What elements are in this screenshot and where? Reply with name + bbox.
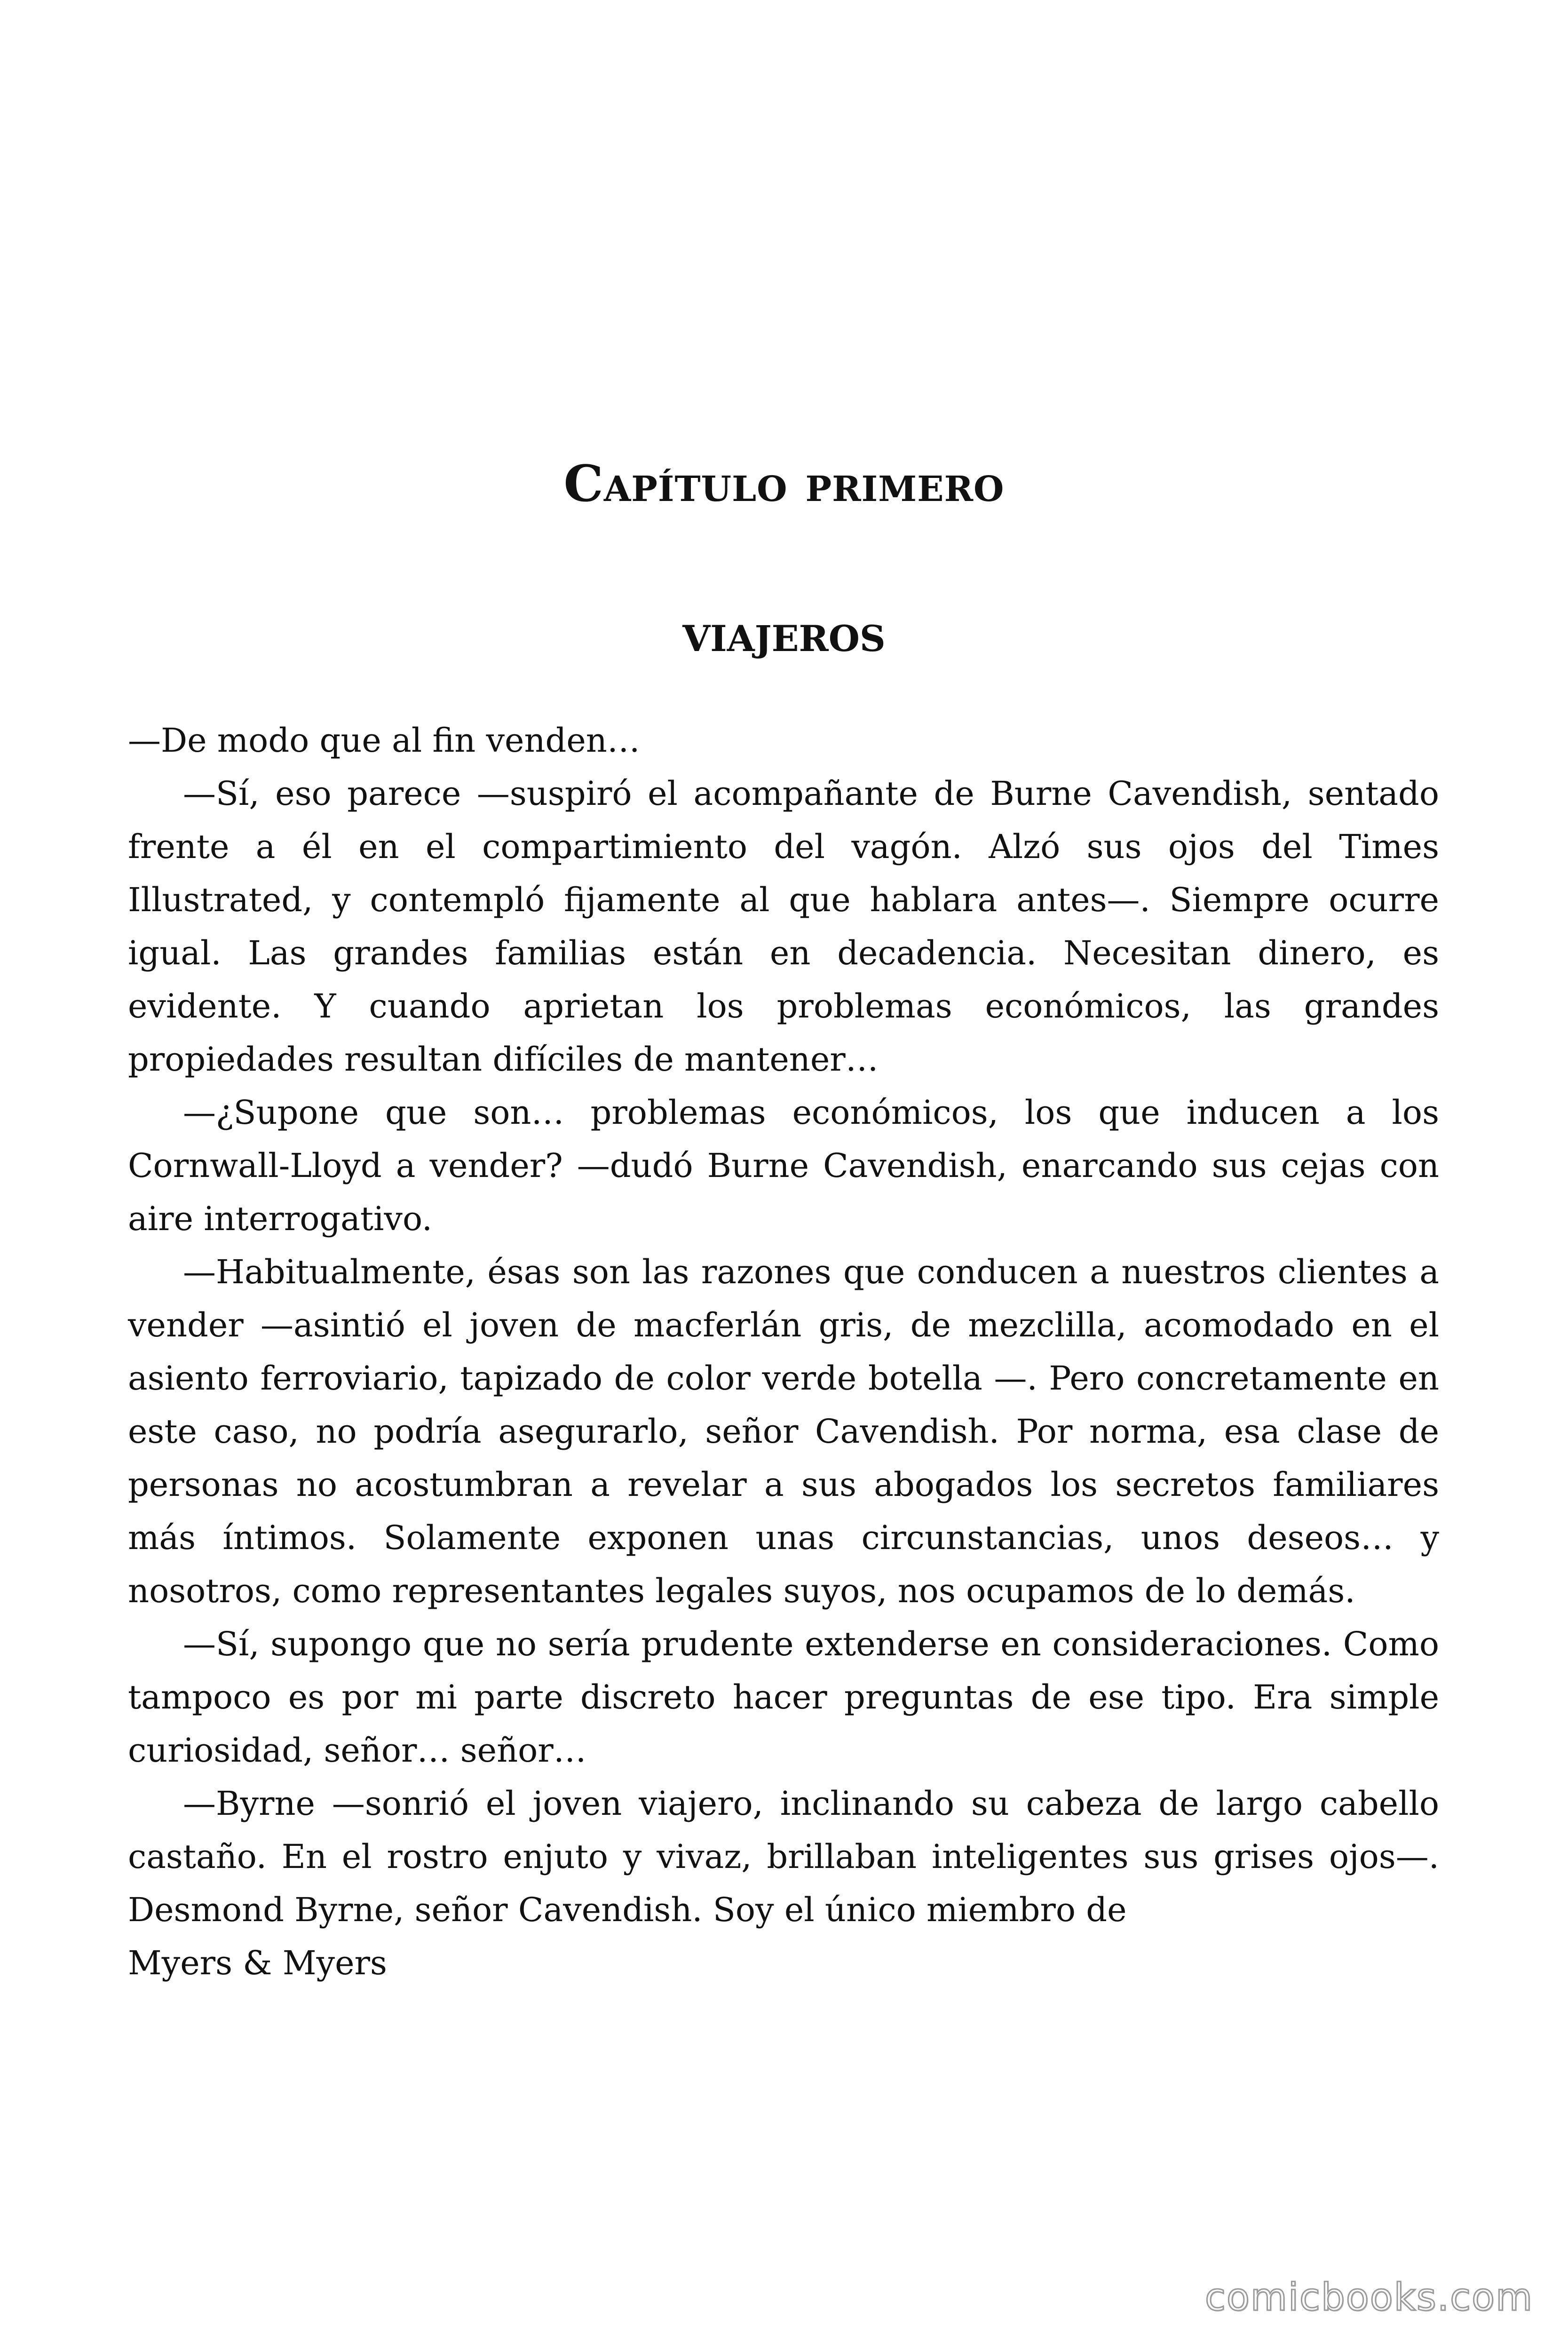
body-text bbox=[128, 714, 1439, 1990]
paragraph: —Sí, eso parece —suspiró el acompañante de Burne Cavendish, sentado frente a él en el compartimiento del vagón. Alzó sus ojos del Times Illustrated, y contempló fijamente al que hablara antes—. Siempre ocurre igual. Las grandes familias están en decadencia. Necesitan dinero, es evidente. Y cuando aprietan los problemas económicos, las grandes propiedades resultan difíciles de mantener… bbox=[128, 774, 1439, 1079]
paragraph: Myers & Myers bbox=[128, 1944, 387, 1982]
paragraph: —Byrne —sonrió el joven viajero, inclinando su cabeza de largo cabello castaño. En el rostro enjuto y vivaz, brillaban inteligentes sus grises ojos—. Desmond Byrne, señor Cavendish. Soy el único miembro de bbox=[128, 1784, 1439, 1929]
paragraph: —¿Supone que son… problemas económicos, los que inducen a los Cornwall-Lloyd a vender? —dudó Burne Cavendish, enarcando sus cejas con aire interrogativo. bbox=[128, 1093, 1439, 1238]
paragraph: —Habitualmente, ésas son las razones que conducen a nuestros clientes a vender —asintió el joven de macferlán gris, de mezclilla, acomodado en el asiento ferroviario, tapizado de color verde botella —. Pero concretamente en este caso, no podría asegurarlo, señor Cavendish. Por norma, esa clase de personas no acostumbran a revelar a sus abogados los secretos familiares más íntimos. Solamente exponen unas circunstancias, unos deseos… y nosotros, como representantes legales suyos, nos ocupamos de lo demás. bbox=[128, 1253, 1439, 1610]
paragraph: —De modo que al fin venden… bbox=[128, 721, 640, 760]
section-title: VIAJEROS bbox=[682, 618, 886, 660]
paragraph: —Sí, supongo que no sería prudente extenderse en consideraciones. Como tampoco es por mi parte discreto hacer preguntas de ese tipo. Era simple curiosidad, señor… señor… bbox=[128, 1625, 1439, 1770]
chapter-title: Capítulo primero bbox=[563, 454, 1005, 513]
watermark: comicbooks.com bbox=[1204, 2275, 1533, 2319]
